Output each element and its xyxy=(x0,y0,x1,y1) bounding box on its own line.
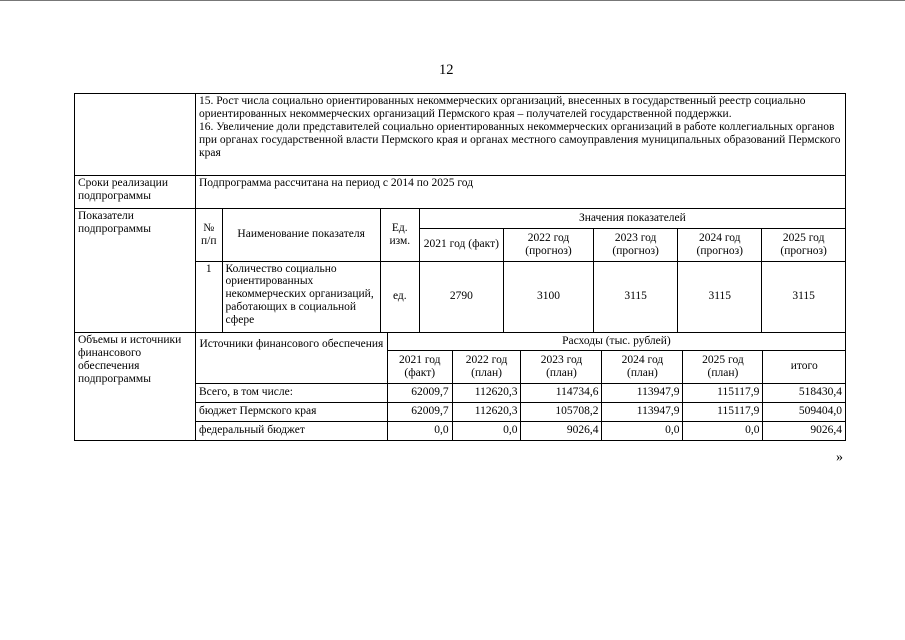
financing-value: 115117,9 xyxy=(683,402,763,421)
financing-data-row xyxy=(196,383,845,402)
indicator-value: 2790 xyxy=(419,261,503,332)
header-unit: Ед. изм. xyxy=(380,209,419,261)
financing-value: 114734,6 xyxy=(521,383,602,402)
terms-value: Подпрограмма рассчитана на период с 2014 по 2025 год xyxy=(196,176,846,209)
terms-label: Сроки реализации подпрограммы xyxy=(75,176,196,209)
goal-item-15: 15. Рост числа социально ориентированных некоммерческих организаций, внесенных в государственный реестр социально ориентированных некоммерческих организаций Пермского края – получателей государственной поддержки. xyxy=(199,95,806,120)
financing-label: Объемы и источники финансового обеспечения подпрограммы xyxy=(75,333,196,441)
indicator-year: 2021 год (факт) xyxy=(419,228,503,261)
indicator-year: 2024 год (прогноз) xyxy=(678,228,762,261)
financing-value: 509404,0 xyxy=(763,402,845,421)
financing-value: 0,0 xyxy=(387,421,452,440)
subprogram-passport-table xyxy=(74,93,846,441)
financing-container xyxy=(196,333,846,441)
financing-table xyxy=(196,333,845,440)
financing-value: 62009,7 xyxy=(387,383,452,402)
financing-value: 112620,3 xyxy=(452,402,521,421)
financing-value: 0,0 xyxy=(602,421,683,440)
indicator-year: 2025 год (прогноз) xyxy=(762,228,845,261)
header-values: Значения показателей xyxy=(419,209,845,228)
indicator-unit: ед. xyxy=(380,261,419,332)
indicator-year: 2022 год (прогноз) xyxy=(503,228,593,261)
header-sources: Источники финансового обеспечения xyxy=(196,333,387,383)
header-expenses: Расходы (тыс. рублей) xyxy=(387,333,845,350)
indicator-num: 1 xyxy=(196,261,222,332)
financing-year: 2025 год (план) xyxy=(683,350,763,383)
financing-source: федеральный бюджет xyxy=(196,421,387,440)
indicator-value: 3115 xyxy=(594,261,678,332)
terms-row xyxy=(75,176,846,209)
indicator-row xyxy=(196,261,845,332)
financing-value: 518430,4 xyxy=(763,383,845,402)
financing-value: 105708,2 xyxy=(521,402,602,421)
goals-cell xyxy=(196,94,846,176)
financing-value: 113947,9 xyxy=(602,383,683,402)
financing-year: 2023 год (план) xyxy=(521,350,602,383)
financing-data-row xyxy=(196,421,845,440)
financing-year: 2024 год (план) xyxy=(602,350,683,383)
indicator-value: 3100 xyxy=(503,261,593,332)
financing-source: бюджет Пермского края xyxy=(196,402,387,421)
financing-source: Всего, в том числе: xyxy=(196,383,387,402)
header-name: Наименование показателя xyxy=(222,209,380,261)
goal-item-16: 16. Увеличение доли представителей социально ориентированных некоммерческих организаций в работе коллегиальных органов при органах государственной власти Пермского края и органах местного самоуправления муниципальных образований Пермского края xyxy=(199,120,841,159)
financing-value: 0,0 xyxy=(452,421,521,440)
financing-year: 2021 год (факт) xyxy=(387,350,452,383)
indicators-container xyxy=(196,209,846,333)
financing-data-row xyxy=(196,402,845,421)
financing-value: 9026,4 xyxy=(521,421,602,440)
indicators-table xyxy=(196,209,845,332)
indicators-row xyxy=(75,209,846,333)
financing-value: 0,0 xyxy=(683,421,763,440)
financing-row xyxy=(75,333,846,441)
financing-year: итого xyxy=(763,350,845,383)
header-num: № п/п xyxy=(196,209,222,261)
financing-value: 115117,9 xyxy=(683,383,763,402)
goals-row xyxy=(75,94,846,176)
indicator-year: 2023 год (прогноз) xyxy=(594,228,678,261)
financing-value: 113947,9 xyxy=(602,402,683,421)
goals-label-cell xyxy=(75,94,196,176)
indicator-value: 3115 xyxy=(678,261,762,332)
indicator-name: Количество социально ориентированных некоммерческих организаций, работающих в социальной сфере xyxy=(222,261,380,332)
financing-header-row xyxy=(196,333,845,350)
financing-year: 2022 год (план) xyxy=(452,350,521,383)
scan-edge-line xyxy=(0,0,905,1)
financing-value: 9026,4 xyxy=(763,421,845,440)
page-number: 12 xyxy=(439,62,454,78)
indicators-label: Показатели подпрограммы xyxy=(75,209,196,333)
financing-value: 112620,3 xyxy=(452,383,521,402)
continuation-quote-mark: » xyxy=(836,450,843,465)
indicators-header-row xyxy=(196,209,845,228)
financing-value: 62009,7 xyxy=(387,402,452,421)
indicator-value: 3115 xyxy=(762,261,845,332)
